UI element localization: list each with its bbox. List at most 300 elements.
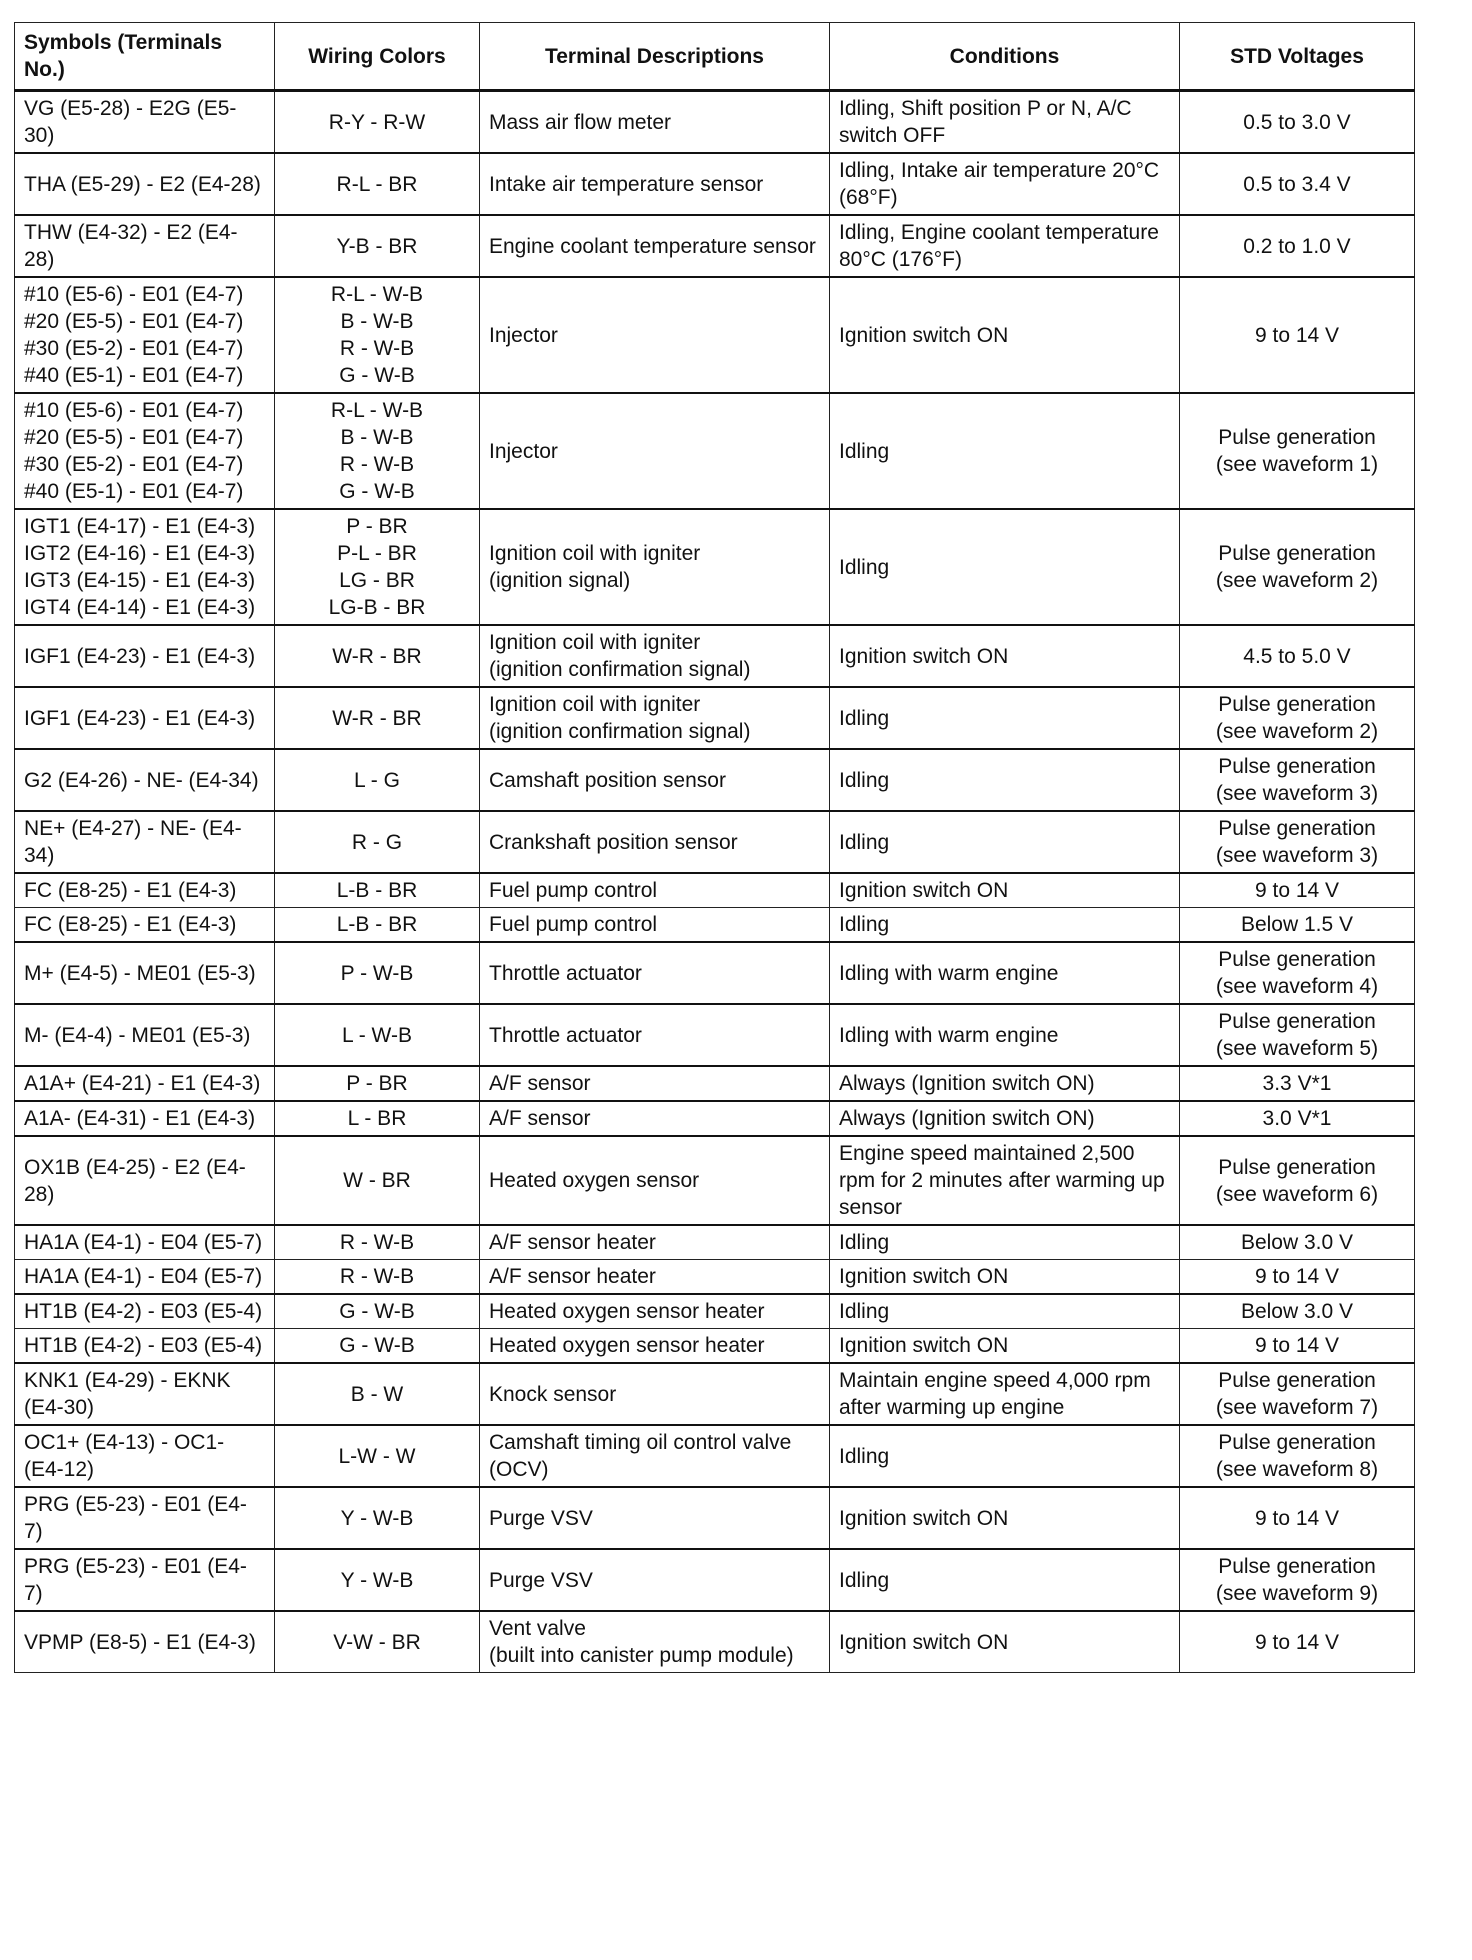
cell-terminal-description-line: Mass air flow meter (489, 110, 672, 134)
cell-terminal-description-line: Injector (489, 439, 558, 463)
cell-conditions (830, 1611, 1180, 1673)
cell-symbols (15, 811, 275, 873)
cell-wiring-colors (275, 509, 480, 625)
cell-wiring-colors-line: Y-B - BR (336, 234, 418, 258)
cell-terminal-description-line: Throttle actuator (489, 961, 642, 985)
cell-wiring-colors (275, 625, 480, 687)
cell-terminal-description-line: Ignition coil with igniter (489, 693, 701, 716)
cell-std-voltage (1180, 1329, 1415, 1364)
cell-conditions-line: Always (Ignition switch ON) (839, 1072, 1095, 1095)
cell-conditions (830, 1004, 1180, 1066)
cell-std-voltage-line: Pulse generation (1218, 948, 1376, 971)
cell-std-voltage-line: Pulse generation (1218, 1555, 1376, 1578)
cell-wiring-colors-line: W-R - BR (332, 706, 422, 730)
cell-std-voltage (1180, 687, 1415, 749)
cell-std-voltage-line: Pulse generation (1218, 1155, 1376, 1179)
cell-terminal-description-line: (built into canister pump module) (489, 1644, 794, 1667)
cell-std-voltage-line: Pulse generation (1218, 1010, 1376, 1033)
cell-symbols (15, 1260, 275, 1295)
cell-symbols (15, 873, 275, 908)
cell-wiring-colors-line: L-B - BR (336, 913, 418, 936)
cell-wiring-colors-line: P - BR (346, 515, 408, 538)
cell-wiring-colors-line: B - W-B (340, 426, 414, 449)
cell-std-voltage (1180, 873, 1415, 908)
cell-symbols-line: HT1B (E4-2) - E03 (E5-4) (24, 1300, 263, 1323)
cell-std-voltage (1180, 1225, 1415, 1260)
cell-std-voltage-line: 0.5 to 3.4 V (1243, 172, 1351, 196)
cell-symbols-line: #30 (E5-2) - E01 (E4-7) (24, 337, 244, 360)
cell-wiring-colors (275, 1487, 480, 1549)
cell-terminal-description-line: Knock sensor (489, 1382, 617, 1406)
terminal-voltage-table (14, 22, 1415, 1673)
cell-wiring-colors-line: L-W - W (338, 1444, 416, 1468)
cell-terminal-description (480, 749, 830, 811)
cell-conditions (830, 1425, 1180, 1487)
table-row (15, 811, 1415, 873)
table-row (15, 1549, 1415, 1611)
cell-std-voltage-line: Pulse generation (1218, 426, 1376, 449)
cell-terminal-description (480, 1260, 830, 1295)
cell-conditions (830, 1549, 1180, 1611)
header-conditions: Conditions (830, 23, 1180, 91)
cell-conditions-line: Idling, Engine coolant temperature 80°C (176°F) (839, 221, 1159, 271)
cell-conditions-line: Idling (839, 706, 890, 730)
cell-std-voltage-line: (see waveform 2) (1215, 720, 1379, 743)
cell-symbols-line: #20 (E5-5) - E01 (E4-7) (24, 310, 244, 333)
cell-std-voltage-line: (see waveform 9) (1215, 1582, 1379, 1605)
cell-terminal-description (480, 1004, 830, 1066)
cell-conditions (830, 509, 1180, 625)
cell-std-voltage-line: 3.3 V*1 (1262, 1072, 1332, 1095)
cell-conditions-line: Idling (839, 830, 890, 854)
cell-terminal-description (480, 873, 830, 908)
cell-wiring-colors-line: R - W-B (339, 1231, 415, 1254)
cell-wiring-colors-line: LG - BR (339, 569, 415, 592)
cell-terminal-description (480, 1066, 830, 1101)
cell-terminal-description (480, 277, 830, 393)
cell-conditions (830, 1066, 1180, 1101)
cell-wiring-colors-line: R-Y - R-W (328, 110, 426, 134)
header-wiring-colors: Wiring Colors (275, 23, 480, 91)
cell-terminal-description-line: Ignition coil with igniter (489, 542, 701, 565)
cell-conditions (830, 277, 1180, 393)
cell-terminal-description-line: Crankshaft position sensor (489, 830, 738, 854)
cell-terminal-description (480, 1425, 830, 1487)
cell-terminal-description (480, 1101, 830, 1136)
cell-std-voltage (1180, 908, 1415, 943)
table-row (15, 509, 1415, 625)
table-row (15, 91, 1415, 154)
cell-terminal-description-line: Purge VSV (489, 1568, 593, 1592)
cell-terminal-description (480, 1329, 830, 1364)
header-std-voltages: STD Voltages (1180, 23, 1415, 91)
cell-std-voltage (1180, 811, 1415, 873)
cell-symbols (15, 1549, 275, 1611)
cell-std-voltage (1180, 277, 1415, 393)
cell-symbols (15, 687, 275, 749)
cell-conditions-line: Ignition switch ON (839, 1265, 1009, 1288)
cell-wiring-colors-line: R - W-B (339, 1265, 415, 1288)
cell-wiring-colors-line: W-R - BR (332, 644, 422, 668)
cell-wiring-colors-line: LG-B - BR (328, 596, 426, 619)
cell-conditions-line: Idling (839, 439, 890, 463)
cell-wiring-colors (275, 277, 480, 393)
cell-conditions-line: Idling with warm engine (839, 1023, 1059, 1047)
cell-conditions-line: Idling (839, 913, 890, 936)
cell-conditions-line: Ignition switch ON (839, 1506, 1009, 1530)
table-row (15, 625, 1415, 687)
cell-std-voltage (1180, 942, 1415, 1004)
cell-symbols (15, 509, 275, 625)
cell-terminal-description-line: Camshaft position sensor (489, 768, 726, 792)
table-row (15, 749, 1415, 811)
cell-terminal-description (480, 1611, 830, 1673)
cell-conditions-line: Idling (839, 555, 890, 579)
cell-std-voltage (1180, 1363, 1415, 1425)
cell-wiring-colors-line: P - BR (346, 1072, 408, 1095)
header-terminal-descriptions: Terminal Descriptions (480, 23, 830, 91)
cell-conditions (830, 687, 1180, 749)
cell-terminal-description (480, 393, 830, 509)
cell-symbols-line: #20 (E5-5) - E01 (E4-7) (24, 426, 244, 449)
cell-wiring-colors-line: G - W-B (339, 1334, 415, 1357)
cell-terminal-description-line: Camshaft timing oil control valve (OCV) (489, 1431, 792, 1481)
cell-symbols-line: NE+ (E4-27) - NE- (E4-34) (24, 817, 242, 867)
cell-std-voltage (1180, 1294, 1415, 1329)
cell-symbols-line: IGF1 (E4-23) - E1 (E4-3) (24, 644, 256, 668)
cell-wiring-colors (275, 749, 480, 811)
table-body (15, 91, 1415, 1673)
cell-conditions-line: Idling (839, 1444, 890, 1468)
cell-wiring-colors-line: G - W-B (339, 364, 415, 387)
cell-std-voltage-line: 4.5 to 5.0 V (1243, 644, 1351, 668)
cell-conditions-line: Idling (839, 1231, 890, 1254)
cell-terminal-description-line: Purge VSV (489, 1506, 593, 1530)
cell-symbols (15, 1487, 275, 1549)
cell-symbols (15, 1425, 275, 1487)
cell-wiring-colors-line: V-W - BR (333, 1630, 421, 1654)
cell-wiring-colors-line: L-B - BR (336, 879, 418, 902)
cell-wiring-colors (275, 1101, 480, 1136)
cell-terminal-description (480, 215, 830, 277)
cell-conditions (830, 1136, 1180, 1225)
cell-std-voltage-line: Below 3.0 V (1240, 1300, 1354, 1323)
cell-symbols-line: IGT3 (E4-15) - E1 (E4-3) (24, 569, 256, 592)
cell-conditions (830, 811, 1180, 873)
cell-wiring-colors (275, 1549, 480, 1611)
cell-symbols-line: HA1A (E4-1) - E04 (E5-7) (24, 1231, 263, 1254)
cell-conditions-line: Maintain engine speed 4,000 rpm after warming up engine (839, 1369, 1151, 1419)
cell-wiring-colors (275, 1225, 480, 1260)
cell-wiring-colors-line: B - W (350, 1382, 404, 1406)
cell-wiring-colors (275, 1136, 480, 1225)
cell-wiring-colors (275, 91, 480, 154)
cell-std-voltage (1180, 1260, 1415, 1295)
cell-symbols-line: #30 (E5-2) - E01 (E4-7) (24, 453, 244, 476)
cell-terminal-description (480, 153, 830, 215)
cell-symbols-line: M+ (E4-5) - ME01 (E5-3) (24, 961, 256, 985)
cell-terminal-description-line: A/F sensor heater (489, 1265, 656, 1288)
header-row (15, 23, 1415, 91)
cell-std-voltage (1180, 1004, 1415, 1066)
cell-terminal-description-line: Heated oxygen sensor heater (489, 1300, 765, 1323)
cell-std-voltage-line: 0.2 to 1.0 V (1243, 234, 1351, 258)
cell-symbols (15, 1101, 275, 1136)
table-row (15, 215, 1415, 277)
table-row (15, 1225, 1415, 1260)
table-row (15, 1425, 1415, 1487)
cell-terminal-description (480, 1225, 830, 1260)
cell-terminal-description (480, 91, 830, 154)
cell-symbols-line: PRG (E5-23) - E01 (E4-7) (24, 1555, 247, 1605)
cell-symbols (15, 942, 275, 1004)
cell-terminal-description-line: Intake air temperature sensor (489, 172, 764, 196)
cell-conditions-line: Idling (839, 768, 890, 792)
cell-symbols-line: IGT2 (E4-16) - E1 (E4-3) (24, 542, 256, 565)
cell-wiring-colors (275, 1363, 480, 1425)
cell-std-voltage-line: Pulse generation (1218, 1369, 1376, 1392)
cell-conditions (830, 1294, 1180, 1329)
cell-conditions (830, 749, 1180, 811)
cell-wiring-colors (275, 1066, 480, 1101)
cell-std-voltage-line: (see waveform 5) (1215, 1037, 1379, 1060)
cell-conditions (830, 942, 1180, 1004)
cell-wiring-colors (275, 153, 480, 215)
cell-std-voltage-line: 9 to 14 V (1254, 879, 1340, 902)
cell-terminal-description-line: Heated oxygen sensor heater (489, 1334, 765, 1357)
table-row (15, 1136, 1415, 1225)
cell-wiring-colors-line: R - W-B (339, 337, 415, 360)
cell-symbols-line: M- (E4-4) - ME01 (E5-3) (24, 1023, 251, 1047)
table-row (15, 1294, 1415, 1329)
cell-symbols-line: #10 (E5-6) - E01 (E4-7) (24, 399, 244, 422)
table-row (15, 1004, 1415, 1066)
cell-terminal-description (480, 942, 830, 1004)
cell-std-voltage-line: Pulse generation (1218, 755, 1376, 778)
cell-symbols-line: #10 (E5-6) - E01 (E4-7) (24, 283, 244, 306)
cell-symbols-line: OX1B (E4-25) - E2 (E4-28) (24, 1155, 246, 1206)
cell-symbols-line: A1A+ (E4-21) - E1 (E4-3) (24, 1072, 261, 1095)
cell-conditions (830, 873, 1180, 908)
cell-symbols (15, 1004, 275, 1066)
cell-wiring-colors-line: L - W-B (341, 1023, 412, 1047)
table-header (15, 23, 1415, 91)
table-row (15, 1363, 1415, 1425)
cell-std-voltage (1180, 1611, 1415, 1673)
cell-std-voltage (1180, 215, 1415, 277)
cell-symbols (15, 1611, 275, 1673)
cell-wiring-colors-line: W - BR (343, 1169, 411, 1192)
cell-terminal-description (480, 1487, 830, 1549)
cell-wiring-colors (275, 1611, 480, 1673)
cell-wiring-colors (275, 1425, 480, 1487)
cell-std-voltage-line: Below 3.0 V (1240, 1231, 1354, 1254)
table-row (15, 1329, 1415, 1364)
cell-terminal-description-line: Ignition coil with igniter (489, 631, 701, 654)
cell-terminal-description-line: A/F sensor heater (489, 1231, 656, 1254)
cell-terminal-description-line: Vent valve (489, 1617, 586, 1640)
cell-symbols-line: #40 (E5-1) - E01 (E4-7) (24, 480, 244, 503)
cell-symbols-line: HA1A (E4-1) - E04 (E5-7) (24, 1265, 263, 1288)
cell-wiring-colors-line: L - G (354, 768, 400, 792)
cell-wiring-colors-line: G - W-B (339, 480, 415, 503)
cell-symbols (15, 1329, 275, 1364)
cell-conditions-line: Idling, Intake air temperature 20°C (68°F) (839, 159, 1160, 209)
cell-std-voltage-line: (see waveform 3) (1215, 844, 1379, 867)
cell-std-voltage-line: 0.5 to 3.0 V (1243, 110, 1351, 134)
cell-symbols (15, 1363, 275, 1425)
cell-wiring-colors (275, 215, 480, 277)
table-row (15, 277, 1415, 393)
cell-conditions (830, 625, 1180, 687)
cell-std-voltage (1180, 625, 1415, 687)
cell-conditions-line: Ignition switch ON (839, 1334, 1009, 1357)
cell-conditions (830, 393, 1180, 509)
cell-terminal-description-line: Fuel pump control (489, 913, 658, 936)
cell-wiring-colors-line: R-L - W-B (330, 399, 424, 422)
table-row (15, 1066, 1415, 1101)
cell-wiring-colors-line: R - W-B (339, 453, 415, 476)
cell-terminal-description (480, 509, 830, 625)
table-row (15, 873, 1415, 908)
cell-symbols-line: FC (E8-25) - E1 (E4-3) (24, 879, 237, 902)
cell-conditions (830, 908, 1180, 943)
cell-std-voltage-line: Pulse generation (1218, 542, 1376, 565)
table-row (15, 908, 1415, 943)
cell-wiring-colors-line: R-L - BR (336, 172, 418, 196)
cell-conditions-line: Idling, Shift position P or N, A/C switch OFF (839, 97, 1132, 147)
cell-terminal-description (480, 1294, 830, 1329)
cell-std-voltage-line: (see waveform 3) (1215, 782, 1379, 805)
cell-terminal-description (480, 811, 830, 873)
cell-wiring-colors (275, 811, 480, 873)
cell-std-voltage (1180, 1136, 1415, 1225)
cell-wiring-colors (275, 1329, 480, 1364)
cell-wiring-colors-line: Y - W-B (340, 1506, 414, 1530)
cell-wiring-colors-line: B - W-B (340, 310, 414, 333)
cell-terminal-description-line: (ignition confirmation signal) (489, 720, 751, 743)
table-row (15, 687, 1415, 749)
cell-std-voltage-line: 3.0 V*1 (1262, 1107, 1332, 1130)
cell-std-voltage-line: Pulse generation (1218, 1431, 1376, 1454)
cell-std-voltage (1180, 1101, 1415, 1136)
cell-symbols (15, 908, 275, 943)
cell-terminal-description-line: Injector (489, 323, 558, 347)
cell-symbols-line: IGF1 (E4-23) - E1 (E4-3) (24, 706, 256, 730)
cell-conditions (830, 91, 1180, 154)
table-row (15, 1260, 1415, 1295)
cell-conditions-line: Idling (839, 1568, 890, 1592)
cell-std-voltage-line: 9 to 14 V (1254, 1334, 1340, 1357)
cell-std-voltage-line: 9 to 14 V (1254, 1630, 1340, 1654)
cell-std-voltage (1180, 1066, 1415, 1101)
cell-symbols-line: VPMP (E8-5) - E1 (E4-3) (24, 1630, 256, 1654)
cell-std-voltage-line: 9 to 14 V (1254, 1265, 1340, 1288)
cell-conditions-line: Idling with warm engine (839, 961, 1059, 985)
cell-conditions-line: Ignition switch ON (839, 644, 1009, 668)
cell-conditions-line: Ignition switch ON (839, 879, 1009, 902)
cell-symbols-line: IGT4 (E4-14) - E1 (E4-3) (24, 596, 256, 619)
cell-symbols (15, 625, 275, 687)
cell-std-voltage-line: 9 to 14 V (1254, 323, 1340, 347)
cell-wiring-colors-line: Y - W-B (340, 1568, 414, 1592)
cell-symbols-line: HT1B (E4-2) - E03 (E5-4) (24, 1334, 263, 1357)
cell-symbols-line: KNK1 (E4-29) - EKNK (E4-30) (24, 1369, 231, 1419)
cell-terminal-description (480, 1136, 830, 1225)
cell-symbols-line: THW (E4-32) - E2 (E4-28) (24, 221, 238, 271)
cell-conditions-line: Engine speed maintained 2,500 rpm for 2 minutes after warming up sensor (839, 1142, 1165, 1219)
cell-terminal-description-line: Fuel pump control (489, 879, 658, 902)
table-row (15, 1101, 1415, 1136)
cell-std-voltage-line: (see waveform 6) (1215, 1182, 1379, 1206)
cell-terminal-description-line: Heated oxygen sensor (489, 1169, 700, 1192)
cell-conditions-line: Always (Ignition switch ON) (839, 1107, 1095, 1130)
cell-wiring-colors-line: P-L - BR (337, 542, 417, 565)
cell-wiring-colors-line: G - W-B (339, 1300, 415, 1323)
cell-terminal-description (480, 625, 830, 687)
cell-std-voltage-line: (see waveform 8) (1215, 1458, 1379, 1481)
cell-symbols (15, 277, 275, 393)
cell-terminal-description (480, 1363, 830, 1425)
cell-symbols-line: OC1+ (E4-13) - OC1- (E4-12) (24, 1431, 225, 1481)
cell-std-voltage-line: Below 1.5 V (1240, 913, 1354, 936)
cell-wiring-colors (275, 687, 480, 749)
cell-std-voltage (1180, 1487, 1415, 1549)
cell-std-voltage (1180, 1425, 1415, 1487)
cell-wiring-colors-line: L - BR (347, 1107, 407, 1130)
cell-symbols (15, 393, 275, 509)
cell-std-voltage-line: (see waveform 7) (1215, 1396, 1379, 1419)
cell-symbols-line: G2 (E4-26) - NE- (E4-34) (24, 768, 259, 792)
cell-std-voltage-line: (see waveform 4) (1215, 975, 1379, 998)
table-row (15, 1487, 1415, 1549)
cell-wiring-colors (275, 393, 480, 509)
cell-terminal-description-line: Engine coolant temperature sensor (489, 234, 816, 258)
cell-std-voltage (1180, 153, 1415, 215)
cell-wiring-colors-line: P - W-B (340, 961, 414, 985)
cell-terminal-description-line: (ignition confirmation signal) (489, 658, 751, 681)
cell-conditions (830, 1225, 1180, 1260)
cell-wiring-colors (275, 908, 480, 943)
table-row (15, 1611, 1415, 1673)
cell-conditions (830, 1260, 1180, 1295)
cell-std-voltage-line: 9 to 14 V (1254, 1506, 1340, 1530)
cell-symbols-line: #40 (E5-1) - E01 (E4-7) (24, 364, 244, 387)
cell-std-voltage-line: Pulse generation (1218, 817, 1376, 840)
cell-terminal-description (480, 687, 830, 749)
cell-wiring-colors (275, 873, 480, 908)
cell-std-voltage (1180, 1549, 1415, 1611)
cell-terminal-description-line: A/F sensor (489, 1072, 591, 1095)
cell-std-voltage-line: Pulse generation (1218, 693, 1376, 716)
cell-std-voltage (1180, 393, 1415, 509)
table-row (15, 942, 1415, 1004)
cell-symbols-line: VG (E5-28) - E2G (E5-30) (24, 97, 237, 147)
cell-conditions-line: Idling (839, 1300, 890, 1323)
cell-std-voltage-line: (see waveform 2) (1215, 569, 1379, 592)
cell-symbols-line: THA (E5-29) - E2 (E4-28) (24, 172, 261, 196)
header-symbols: Symbols (Terminals No.) (15, 23, 275, 91)
cell-symbols-line: A1A- (E4-31) - E1 (E4-3) (24, 1107, 256, 1130)
cell-symbols (15, 215, 275, 277)
cell-wiring-colors (275, 1294, 480, 1329)
cell-conditions-line: Ignition switch ON (839, 1630, 1009, 1654)
cell-symbols (15, 91, 275, 154)
cell-wiring-colors-line: R - G (351, 830, 403, 854)
cell-conditions (830, 153, 1180, 215)
cell-conditions (830, 1329, 1180, 1364)
cell-std-voltage (1180, 91, 1415, 154)
